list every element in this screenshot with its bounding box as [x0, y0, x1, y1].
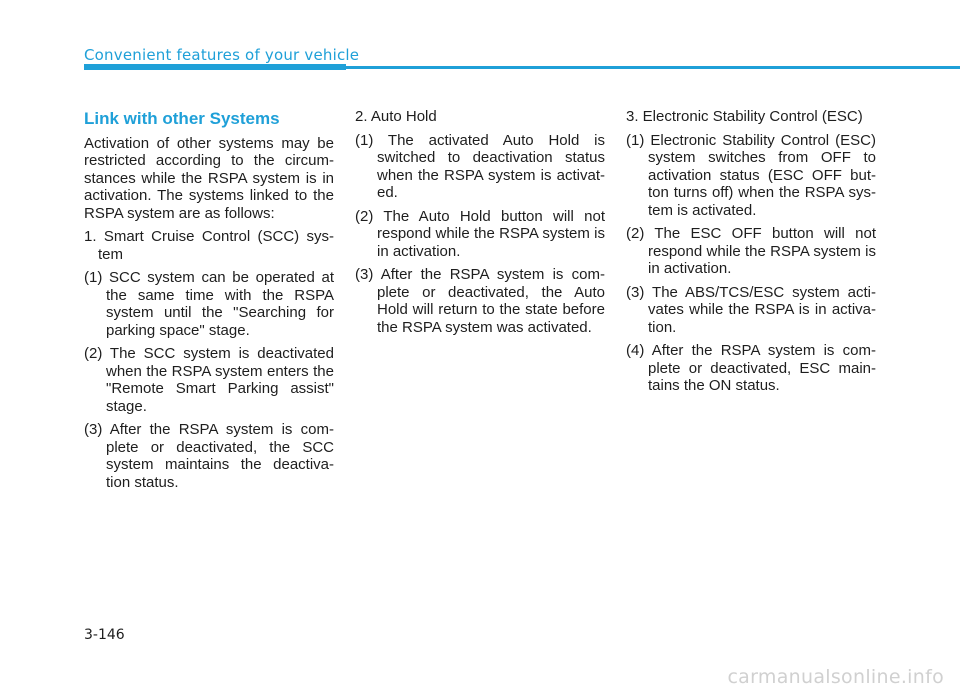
section-title: Link with other Systems	[84, 109, 280, 128]
list-item: (1) The activated Auto Hold is switched to deactivation status when the RSPA system is activat-ed.	[355, 131, 605, 201]
list-item: (3) The ABS/TCS/ESC system acti-vates while the RSPA is in activa-tion.	[626, 283, 876, 336]
list-item: (4) After the RSPA system is com-plete or deactivated, ESC main-tains the ON status.	[626, 342, 876, 394]
list-item: (3) After the RSPA system is com-plete or deactivated, the Auto Hold will return to the state before the RSPA system was activated.	[355, 266, 605, 336]
subsection-heading-esc: 3. Electronic Stability Control (ESC)	[626, 108, 863, 125]
column-2	[355, 108, 605, 342]
subsection-heading-auto-hold: 2. Auto Hold	[355, 108, 437, 125]
list-item: (1) Electronic Stability Control (ESC) system switches from OFF to activation status (ESC OFF but-ton turns off) when the RSPA sys-tem is activated.	[626, 131, 876, 219]
list-item: (1) SCC system can be operated at the same time with the RSPA system until the "Searching for parking space" stage.	[84, 269, 334, 339]
page-number: 3-146	[84, 627, 125, 643]
column-3	[626, 108, 876, 401]
list-item: (2) The ESC OFF button will not respond while the RSPA system is in activation.	[626, 225, 876, 277]
header-rule-accent	[84, 64, 346, 70]
list-item: (3) After the RSPA system is com-plete or deactivated, the SCC system maintains the deactiva-tion status.	[84, 421, 334, 491]
list-item: (2) The SCC system is deactivated when the RSPA system enters the "Remote Smart Parking assist" stage.	[84, 345, 334, 415]
subsection-heading-scc: 1. Smart Cruise Control (SCC) sys-tem	[84, 228, 334, 263]
watermark: carmanualsonline.info	[727, 666, 944, 688]
list-item: (2) The Auto Hold button will not respond while the RSPA system is in activation.	[355, 207, 605, 260]
section-header-title: Convenient features of your vehicle	[84, 46, 360, 64]
intro-paragraph: Activation of other systems may be restricted according to the circum-stances while the RSPA system is in activation. The systems linked to the RSPA system are as follows:	[84, 134, 334, 222]
column-1	[84, 108, 334, 497]
